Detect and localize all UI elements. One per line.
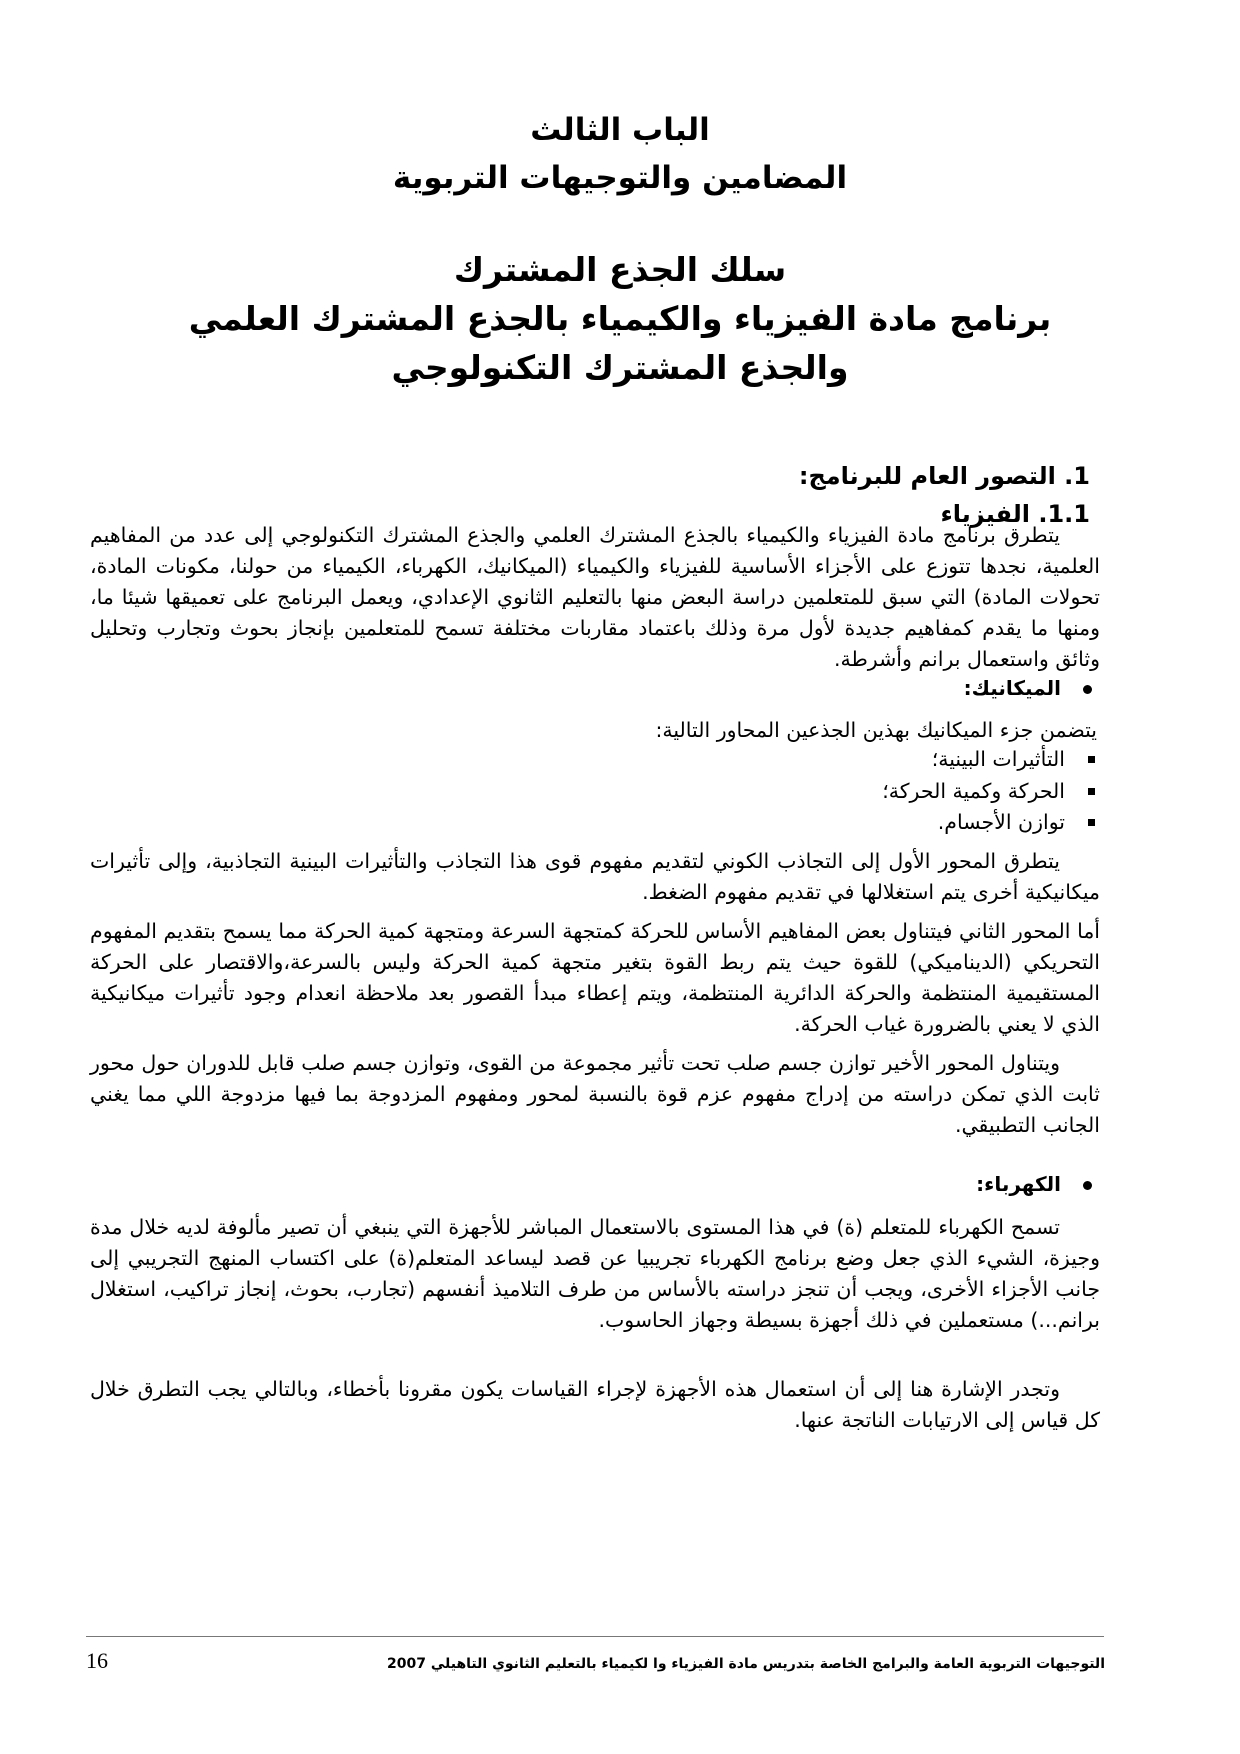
list-item: توازن الأجسام. — [882, 807, 1097, 839]
mechanics-title: الميكانيك: — [963, 676, 1061, 700]
mechanics-paragraph-3: ويتناول المحور الأخير توازن جسم صلب تحت تأثير مجموعة من القوى، وتوازن جسم صلب قابل للدوران حول محور ثابت الذي تمكن دراسته من إدراج مفهوم عزم قوة بالنسبة لمحور ومفهوم المزدوجة بما فيها مزدوجة اللي مما يغني الجانب التطبيقي. — [90, 1051, 1100, 1137]
electricity-heading — [976, 1172, 1092, 1196]
electricity-title: الكهرباء: — [976, 1172, 1061, 1196]
program-title-line-1: سلك الجذع المشترك — [453, 250, 787, 289]
list-item: الحركة وكمية الحركة؛ — [882, 776, 1097, 808]
square-bullet-icon — [1088, 756, 1095, 763]
program-title-line-3: والجذع المشترك التكنولوجي — [391, 348, 849, 387]
chapter-number: الباب الثالث — [530, 112, 710, 148]
bullet-icon — [1083, 685, 1092, 694]
footer-text: التوجيهات التربوية العامة والبرامج الخاصة بتدريس مادة الفيزياء وا لكيمياء بالتعليم الثانوي التاهيلي 2007 — [387, 1656, 1105, 1672]
mechanics-axes-list — [882, 744, 1097, 839]
program-title-line-2: برنامج مادة الفيزياء والكيمياء بالجذع المشترك العلمي — [188, 299, 1052, 338]
footer-divider — [86, 1636, 1104, 1637]
electricity-paragraph-2: وتجدر الإشارة هنا إلى أن استعمال هذه الأجهزة لإجراء القياسات يكون مقرونا بأخطاء، وبالتالي يجب التطرق خلال كل قياس إلى الارتيابات الناتجة عنها. — [90, 1377, 1100, 1432]
electricity-paragraph-1: تسمح الكهرباء للمتعلم (ة) في هذا المستوى بالاستعمال المباشر للأجهزة التي ينبغي أن تصير مألوفة لديه خلال مدة وجيزة، الشيء الذي جعل وضع برنامج الكهرباء تجريبيا عن قصد ليساعد المتعلم(ة) على اكتساب المنهج التجريبي إلى جانب الأجزاء الأخرى، ويجب أن تنجز دراسته بالأساس من طرف التلاميذ أنفسهم (تجارب، بحوث، إنجاز تراكيب، استغلال برانم...) مستعملين في ذلك أجهزة بسيطة وجهاز الحاسوب. — [90, 1215, 1100, 1332]
bullet-icon — [1083, 1181, 1092, 1190]
subsection-heading: 1.1. الفيزياء — [940, 500, 1090, 528]
page-number: 16 — [86, 1648, 108, 1673]
intro-paragraph: يتطرق برنامج مادة الفيزياء والكيمياء بالجذع المشترك العلمي والجذع المشترك التكنولوجي إلى عدد من المفاهيم العلمية، نجدها تتوزع على الأجزاء الأساسية للفيزياء والكيمياء (الميكانيك، الكهرباء، الكيمياء من حولنا، مكونات المادة، تحولات المادة) التي سبق للمتعلمين دراسة البعض منها بالتعليم الثانوي الإعدادي، ويعمل البرنامج على تعميقها شيئا ما، ومنها ما يقدم كمفاهيم جديدة لأول مرة وذلك باعتماد مقاربات مختلفة تسمح للمتعلمين بإنجاز بحوث وتجارب وتحليل وثائق واستعمال برانم وأشرطة. — [90, 523, 1100, 671]
program-title — [0, 245, 1240, 392]
chapter-title: المضامين والتوجيهات التربوية — [392, 160, 848, 196]
mechanics-heading — [964, 676, 1092, 700]
square-bullet-icon — [1088, 788, 1095, 795]
mechanics-intro: يتضمن جزء الميكانيك بهذين الجذعين المحاور التالية: — [655, 718, 1097, 742]
square-bullet-icon — [1088, 819, 1095, 826]
mechanics-paragraph-2: أما المحور الثاني فيتناول بعض المفاهيم الأساس للحركة كمتجهة السرعة ومتجهة كمية الحركة مما يسمح بتقديم المفهوم التحريكي (الديناميكي) للقوة حيث يتم ربط القوة بتغير متجهة كمية الحركة وليس بالسرعة،والاقتصار على الحركة المستقيمية المنتظمة والحركة الدائرية المنتظمة، ويتم إعطاء مبدأ القصور بعد ملاحظة انعدام وجود تأثيرات ميكانيكية الذي لا يعني بالضرورة غياب الحركة. — [90, 919, 1100, 1036]
chapter-header — [0, 106, 1240, 202]
mechanics-paragraph-1: يتطرق المحور الأول إلى التجاذب الكوني لتقديم مفهوم قوى هذا التجاذب والتأثيرات البينية التجاذبية، وإلى تأثيرات ميكانيكية أخرى يتم استغلالها في تقديم مفهوم الضغط. — [90, 849, 1100, 904]
section-heading: 1. التصور العام للبرنامج: — [798, 462, 1090, 490]
list-item: التأثيرات البينية؛ — [882, 744, 1097, 776]
